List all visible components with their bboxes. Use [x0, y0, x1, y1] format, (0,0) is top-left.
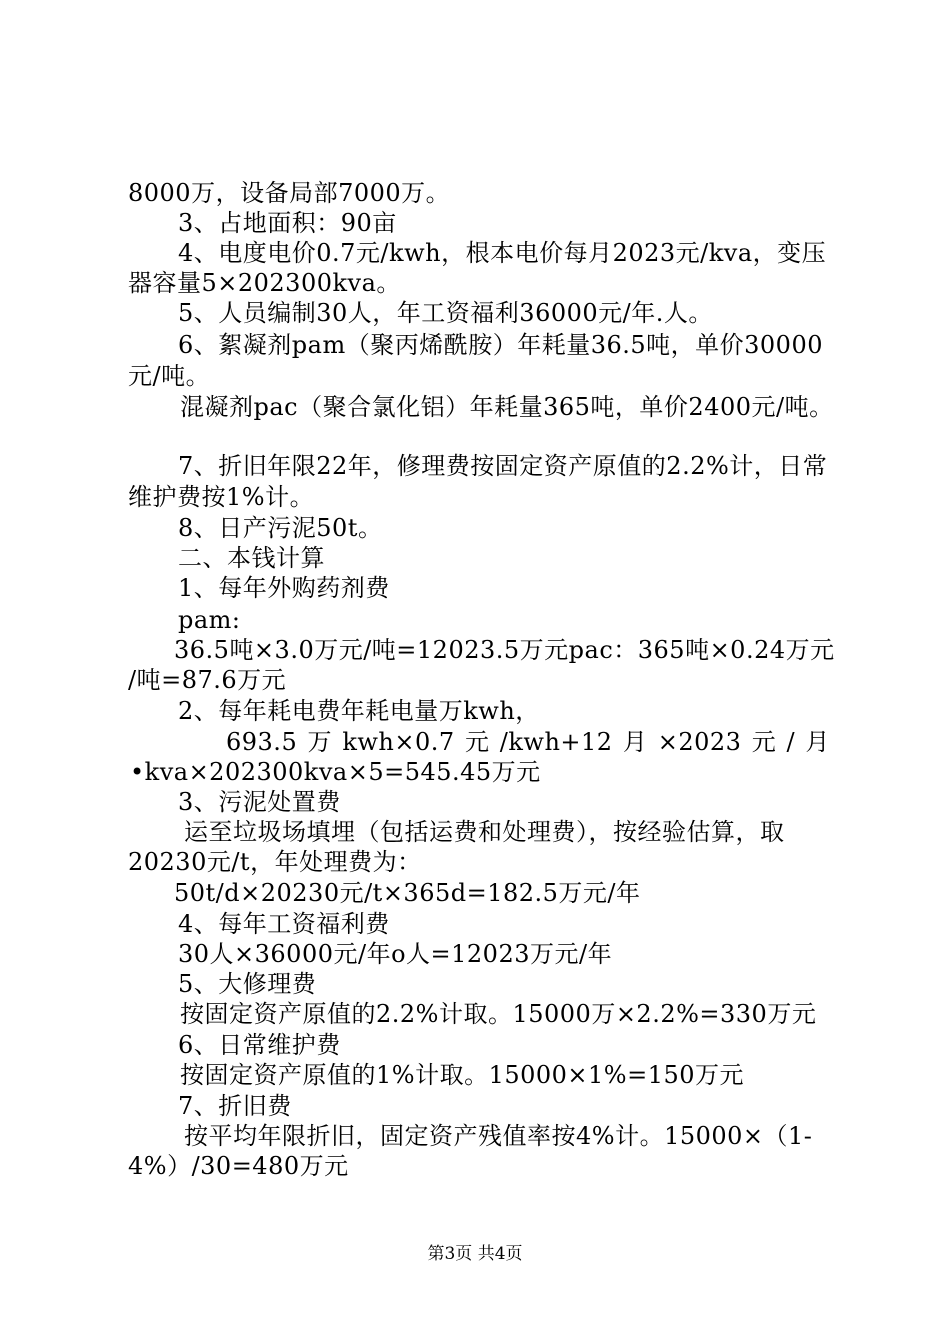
formula-part: /kwh+12	[499, 728, 613, 756]
text-line: 运至垃圾场填埋（包括运费和处理费），按经验估算，取	[184, 818, 785, 846]
formula-part: 元	[464, 728, 490, 756]
text-line: 器容量5×202300kva。	[128, 269, 401, 297]
text-line: pam:	[178, 606, 241, 634]
formula-part: 月	[622, 728, 648, 756]
text-line: 元/吨。	[128, 362, 211, 390]
text-line: 7、折旧年限22年，修理费按固定资产原值的2.2%计，日常	[178, 452, 828, 480]
text-line: 36.5吨×3.0万元/吨=12023.5万元pac：365吨×0.24万元	[174, 636, 835, 664]
subsection-heading: 2、每年耗电费年耗电量万kwh，	[178, 697, 540, 725]
formula-part: ×2023	[657, 728, 742, 756]
text-line: 按固定资产原值的1%计取。15000×1%=150万元	[180, 1061, 745, 1089]
formula-part: 693.5	[226, 728, 298, 756]
text-line: 30人×36000元/年o人=12023万元/年	[178, 940, 613, 968]
text-line: 维护费按1%计。	[128, 483, 315, 511]
text-line: 50t/d×20230元/t×365d=182.5万元/年	[174, 879, 641, 907]
subsection-heading: 7、折旧费	[178, 1092, 292, 1120]
text-line: 按固定资产原值的2.2%计取。15000万×2.2%=330万元	[180, 1000, 817, 1028]
formula-part: kwh×0.7	[342, 728, 455, 756]
text-line: 4、电度电价0.7元/kwh，根本电价每月2023元/kva，变压	[178, 239, 827, 267]
formula-part: /	[786, 728, 796, 756]
formula-line	[226, 727, 830, 757]
text-line: 4%）/30=480万元	[128, 1152, 349, 1180]
text-line: 8、日产污泥50t。	[178, 514, 383, 542]
text-line: 20230元/t，年处理费为：	[128, 848, 422, 876]
formula-part: 元	[751, 728, 777, 756]
subsection-heading: 4、每年工资福利费	[178, 910, 390, 938]
subsection-heading: 1、每年外购药剂费	[178, 574, 390, 602]
formula-part: 万	[307, 728, 333, 756]
text-line: 5、人员编制30人，年工资福利36000元/年.人。	[178, 299, 713, 327]
page-number-footer: 第3页 共4页	[427, 1244, 523, 1264]
text-line: 8000万，设备局部7000万。	[128, 179, 451, 207]
text-line: /吨=87.6万元	[128, 666, 287, 694]
text-line: 6、絮凝剂pam（聚丙烯酰胺）年耗量36.5吨，单价30000	[178, 331, 823, 359]
text-line: 混凝剂pac（聚合氯化铝）年耗量365吨，单价2400元/吨。	[180, 393, 834, 421]
subsection-heading: 3、污泥处置费	[178, 788, 341, 816]
text-line: 3、占地面积：90亩	[178, 209, 397, 237]
formula-part: 月	[805, 728, 830, 756]
subsection-heading: 6、日常维护费	[178, 1031, 341, 1059]
subsection-heading: 5、大修理费	[178, 970, 317, 998]
text-line: •kva×202300kva×5=545.45万元	[130, 758, 541, 786]
section-heading: 二、本钱计算	[178, 544, 325, 572]
text-line: 按平均年限折旧，固定资产残值率按4%计。15000×（1-	[184, 1122, 813, 1150]
